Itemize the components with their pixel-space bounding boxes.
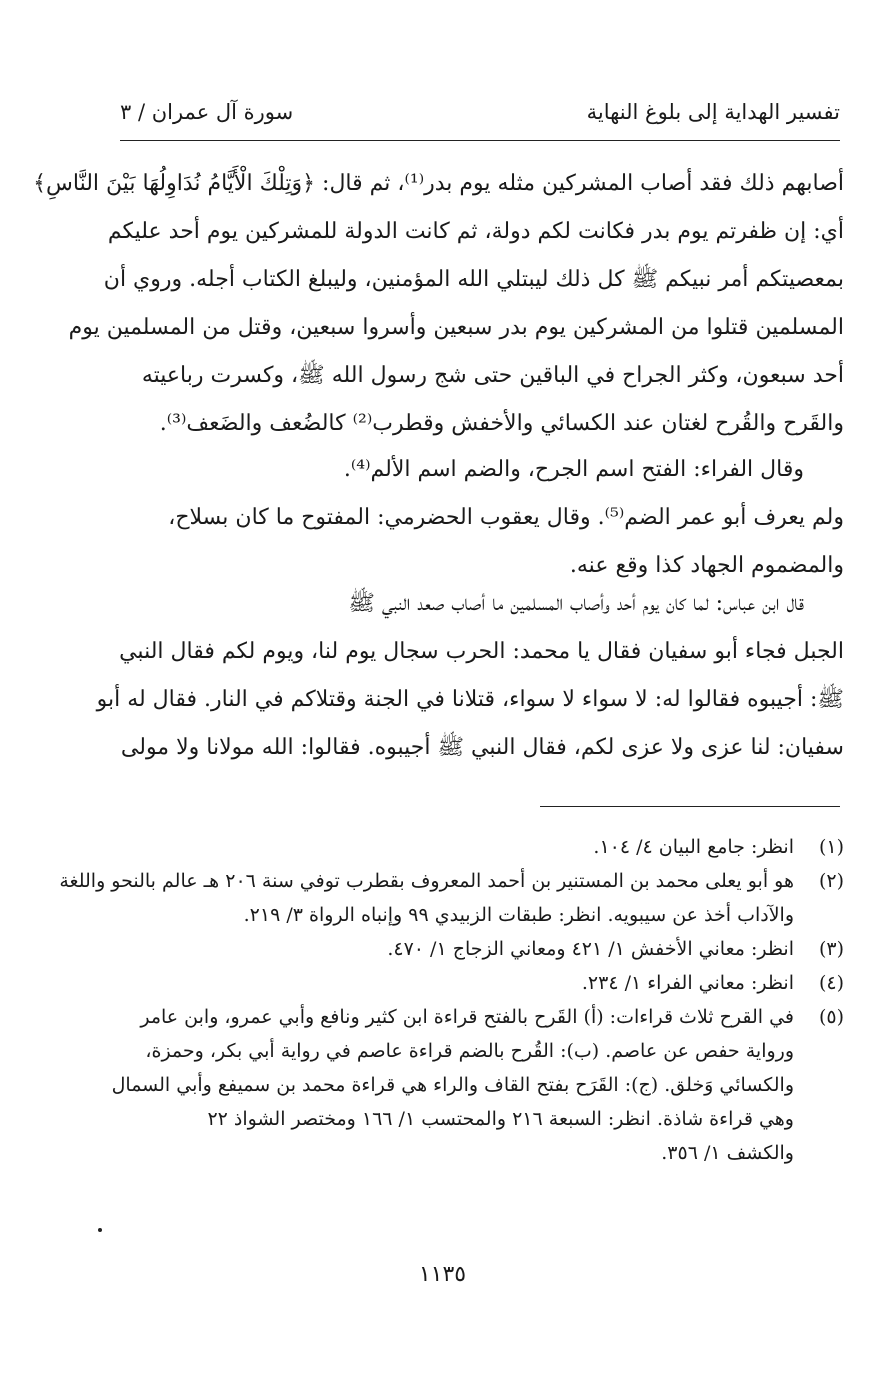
body-line: والمضموم الجهاد كذا وقع عنه. (569, 553, 844, 578)
footnote-text: والكسائي وَخلق. (ج): القَرَح بفتح القاف والراء هي قراءة محمد بن سميفع وأبي السمال (111, 1074, 794, 1096)
surah-label: سورة آل عمران / ٣ (120, 100, 294, 124)
paragraph-3 (96, 580, 844, 772)
paragraph-2 (120, 446, 844, 590)
running-header (120, 100, 840, 136)
body-line: بمعصيتكم أمر نبيكم ﷺ كل ذلك ليبتلي الله المؤمنين، وليبلغ الكتاب أجله. وروي أن (103, 267, 844, 292)
body-line: ﷺ: أجيبوه فقالوا له: لا سواء لا سواء، قتلانا في الجنة وقتلاكم في النار. فقال له أبو (96, 687, 844, 712)
footnote-text: انظر: معاني الأخفش ١/ ٤٢١ ومعاني الزجاج ١/ ٤٧٠. (387, 938, 794, 960)
body-line: ولم يعرف أبو عمر الضم⁽⁵⁾. وقال يعقوب الحضرمي: المفتوح ما كان بسلاح، (168, 505, 844, 530)
footnote-4 (120, 966, 844, 1000)
header-rule (120, 140, 840, 141)
body-line: وقال الفراء: الفتح اسم الجرح، والضم اسم الألم⁽⁴⁾. (343, 457, 804, 482)
footnote-text: انظر: جامع البيان ٤/ ١٠٤. (593, 836, 794, 858)
footnote-3 (120, 932, 844, 966)
footnote-number: (٢) (818, 870, 844, 892)
body-line: أصابهم ذلك فقد أصاب المشركين مثله يوم بدر⁽¹⁾، ثم قال: ﴿وَتِلْكَ الْأَيَّامُ نُدَاوِلُهَا بَيْنَ النَّاسِ﴾ (33, 171, 844, 196)
footnote-number: (٤) (818, 972, 844, 994)
footnote-number: (٣) (818, 938, 844, 960)
footnote-text: هو أبو يعلى محمد بن المستنير بن أحمد المعروف بقطرب توفي سنة ٢٠٦ هـ عالم بالنحو واللغة (59, 870, 794, 892)
body-line: المسلمين قتلوا من المشركين يوم بدر سبعين وأسروا سبعين، وقتل من المسلمين يوم (68, 315, 844, 340)
footnote-rule (540, 806, 840, 807)
body-line: والقَرح والقُرح لغتان عند الكسائي والأخفش وقطرب⁽²⁾ كالضُعف والضَعف⁽³⁾. (159, 411, 844, 436)
footnote-2 (59, 864, 844, 932)
book-title: تفسير الهداية إلى بلوغ النهاية (586, 100, 840, 124)
footnote-text: ورواية حفص عن عاصم. (ب): القُرح بالضم قراءة عاصم في رواية أبي بكر، وحمزة، (145, 1040, 794, 1062)
footnotes (59, 830, 844, 1170)
footnote-number: (١) (818, 836, 844, 858)
body-line: أي: إن ظفرتم يوم بدر فكانت لكم دولة، ثم كانت الدولة للمشركين يوم أحد عليكم (107, 219, 844, 244)
footnote-text: انظر: معاني الفراء ١/ ٢٣٤. (581, 972, 794, 994)
footnote-5 (111, 1000, 844, 1170)
paragraph-1 (33, 160, 844, 448)
body-line: الجبل فجاء أبو سفيان فقال يا محمد: الحرب سجال يوم لنا، ويوم لكم فقال النبي (119, 639, 844, 664)
footnote-number: (٥) (818, 1006, 844, 1028)
footnote-1 (120, 830, 844, 864)
footnote-text: والكشف ١/ ٣٥٦. (661, 1142, 794, 1164)
scan-speck (98, 1228, 102, 1232)
footnote-text: والآداب أخذ عن سيبويه. انظر: طبقات الزبيدي ٩٩ وإنباه الرواة ٣/ ٢١٩. (243, 904, 794, 926)
body-line: سفيان: لنا عزى ولا عزى لكم، فقال النبي ﷺ أجيبوه. فقالوا: الله مولانا ولا مولى (120, 735, 844, 760)
page-number: ١١٣٥ (418, 1262, 467, 1287)
body-line: قال ابن عباس: لما كان يوم أحد وأصاب المسلمين ما أصاب صعد النبي ﷺ (348, 591, 804, 616)
footnote-text: وهي قراءة شاذة. انظر: السبعة ٢١٦ والمحتسب ١/ ١٦٦ ومختصر الشواذ ٢٢ (207, 1108, 794, 1130)
footnote-text: في القرح ثلاث قراءات: (أ) القَرح بالفتح قراءة ابن كثير ونافع وأبي عمرو، وابن عامر (140, 1006, 794, 1028)
body-line: أحد سبعون، وكثر الجراح في الباقين حتى شج رسول الله ﷺ، وكسرت رباعيته (141, 363, 844, 388)
